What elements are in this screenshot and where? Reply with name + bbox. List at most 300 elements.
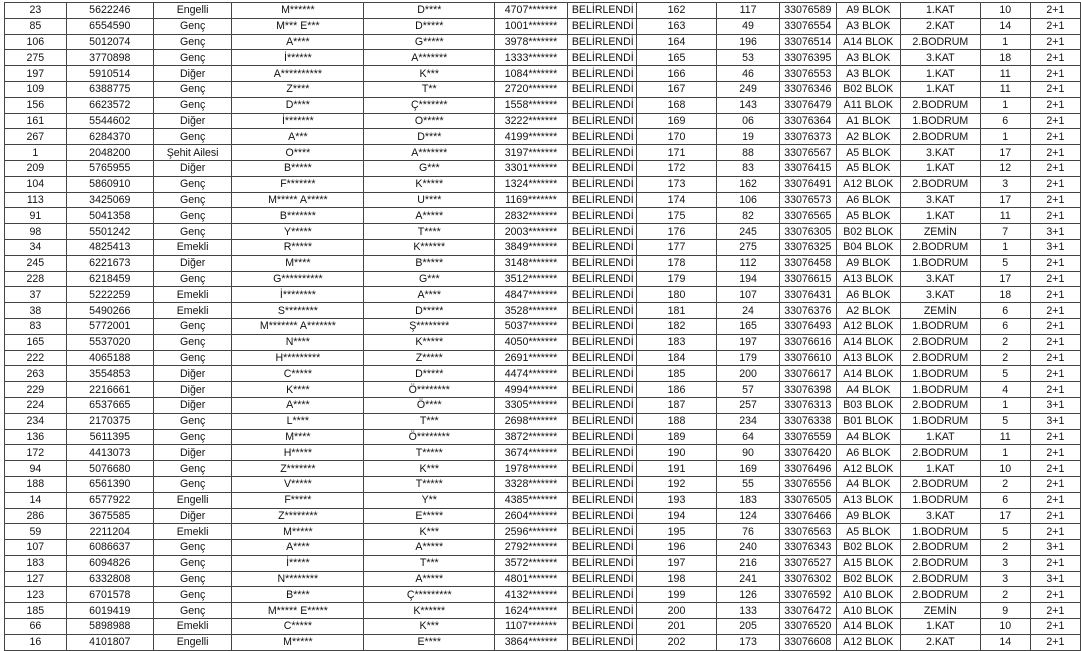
cell-ada-parsel: 33076313	[779, 397, 836, 413]
cell-kat: 1.BODRUM	[900, 524, 980, 540]
cell-kat: 2.BODRUM	[900, 555, 980, 571]
cell-ad: N****	[232, 334, 364, 350]
table-row	[5, 492, 1081, 508]
cell-tc: 4847*******	[495, 287, 568, 303]
cell-ada-parsel: 33076553	[779, 66, 836, 82]
cell-tc: 3148*******	[495, 255, 568, 271]
cell-kat: 1.KAT	[900, 461, 980, 477]
cell-ada-parsel: 33076608	[779, 634, 836, 650]
cell-sira: 98	[5, 224, 67, 240]
cell-basvuru-no: 5544602	[66, 113, 153, 129]
cell-kura-sira: 179	[636, 271, 717, 287]
cell-soyad: K***	[364, 524, 495, 540]
cell-kura-sira: 185	[636, 366, 717, 382]
cell-blok: A12 BLOK	[836, 461, 900, 477]
cell-ada-parsel: 33076556	[779, 476, 836, 492]
cell-kategori: Genç	[153, 571, 231, 587]
cell-durum: BELİRLENDİ	[567, 145, 636, 161]
cell-basvuru-no: 6221673	[66, 255, 153, 271]
cell-ada-parsel: 33076398	[779, 382, 836, 398]
cell-kategori: Genç	[153, 555, 231, 571]
cell-soyad: G*****	[364, 34, 495, 50]
cell-ada-parsel: 33076305	[779, 224, 836, 240]
cell-tip: 2+1	[1030, 50, 1080, 66]
cell-ad: M****	[232, 429, 364, 445]
cell-kategori: Genç	[153, 603, 231, 619]
cell-ada-parsel: 33076589	[779, 3, 836, 19]
cell-durum: BELİRLENDİ	[567, 350, 636, 366]
cell-tip: 3+1	[1030, 571, 1080, 587]
cell-basvuru-no: 5611395	[66, 429, 153, 445]
cell-kura-sira: 192	[636, 476, 717, 492]
cell-kura-sira: 175	[636, 208, 717, 224]
cell-ada-parsel: 33076493	[779, 318, 836, 334]
cell-kat: 3.KAT	[900, 192, 980, 208]
cell-basvuru-no: 5898988	[66, 619, 153, 635]
cell-basvuru-no: 3770898	[66, 50, 153, 66]
cell-kat: 1.BODRUM	[900, 366, 980, 382]
cell-kat: 2.KAT	[900, 634, 980, 650]
cell-ada-parsel: 33076364	[779, 113, 836, 129]
cell-ada-parsel: 33076431	[779, 287, 836, 303]
cell-tc: 4474*******	[495, 366, 568, 382]
cell-daire: 14	[980, 634, 1030, 650]
cell-konut-no: 257	[717, 397, 780, 413]
cell-ad: Z********	[232, 508, 364, 524]
cell-kategori: Diğer	[153, 255, 231, 271]
cell-tc: 2720*******	[495, 81, 568, 97]
cell-basvuru-no: 4825413	[66, 239, 153, 255]
cell-soyad: D*****	[364, 366, 495, 382]
cell-basvuru-no: 4413073	[66, 445, 153, 461]
cell-daire: 4	[980, 382, 1030, 398]
cell-konut-no: 165	[717, 318, 780, 334]
cell-kat: 2.BODRUM	[900, 476, 980, 492]
cell-blok: A9 BLOK	[836, 508, 900, 524]
cell-daire: 3	[980, 176, 1030, 192]
cell-daire: 9	[980, 603, 1030, 619]
cell-basvuru-no: 5622246	[66, 3, 153, 19]
table-body	[5, 3, 1081, 651]
cell-kategori: Engelli	[153, 634, 231, 650]
cell-kura-sira: 190	[636, 445, 717, 461]
cell-durum: BELİRLENDİ	[567, 224, 636, 240]
cell-tip: 2+1	[1030, 318, 1080, 334]
table-row	[5, 350, 1081, 366]
table-row	[5, 571, 1081, 587]
cell-tc: 1107*******	[495, 619, 568, 635]
table-row	[5, 524, 1081, 540]
cell-tip: 2+1	[1030, 66, 1080, 82]
cell-tc: 3872*******	[495, 429, 568, 445]
cell-ada-parsel: 33076615	[779, 271, 836, 287]
cell-blok: A10 BLOK	[836, 603, 900, 619]
cell-basvuru-no: 2048200	[66, 145, 153, 161]
cell-basvuru-no: 6577922	[66, 492, 153, 508]
cell-blok: B02 BLOK	[836, 81, 900, 97]
cell-daire: 10	[980, 3, 1030, 19]
cell-durum: BELİRLENDİ	[567, 461, 636, 477]
cell-kategori: Genç	[153, 429, 231, 445]
cell-basvuru-no: 2216661	[66, 382, 153, 398]
table-row	[5, 334, 1081, 350]
cell-kura-sira: 196	[636, 540, 717, 556]
cell-basvuru-no: 3675585	[66, 508, 153, 524]
cell-soyad: Ö****	[364, 397, 495, 413]
cell-konut-no: 241	[717, 571, 780, 587]
cell-durum: BELİRLENDİ	[567, 397, 636, 413]
table-row	[5, 176, 1081, 192]
cell-blok: A3 BLOK	[836, 66, 900, 82]
cell-ad: M***** E*****	[232, 603, 364, 619]
cell-konut-no: 88	[717, 145, 780, 161]
cell-kura-sira: 201	[636, 619, 717, 635]
cell-tc: 3572*******	[495, 555, 568, 571]
cell-ad: C*****	[232, 619, 364, 635]
cell-kat: 2.BODRUM	[900, 540, 980, 556]
cell-daire: 17	[980, 508, 1030, 524]
cell-soyad: B*****	[364, 255, 495, 271]
cell-sira: 209	[5, 160, 67, 176]
cell-sira: 109	[5, 81, 67, 97]
cell-ad: H*********	[232, 350, 364, 366]
cell-daire: 3	[980, 555, 1030, 571]
cell-kat: 1.KAT	[900, 3, 980, 19]
table-row	[5, 97, 1081, 113]
cell-durum: BELİRLENDİ	[567, 50, 636, 66]
table-row	[5, 239, 1081, 255]
cell-kategori: Genç	[153, 587, 231, 603]
cell-tc: 2691*******	[495, 350, 568, 366]
cell-basvuru-no: 5041358	[66, 208, 153, 224]
cell-tip: 2+1	[1030, 492, 1080, 508]
cell-blok: A12 BLOK	[836, 176, 900, 192]
cell-ada-parsel: 33076505	[779, 492, 836, 508]
cell-kat: 1.BODRUM	[900, 492, 980, 508]
cell-blok: A10 BLOK	[836, 587, 900, 603]
cell-tip: 2+1	[1030, 18, 1080, 34]
cell-basvuru-no: 5860910	[66, 176, 153, 192]
cell-soyad: T****	[364, 224, 495, 240]
cell-tip: 3+1	[1030, 413, 1080, 429]
cell-tip: 2+1	[1030, 176, 1080, 192]
cell-soyad: Ç*******	[364, 97, 495, 113]
cell-ad: İ*****	[232, 555, 364, 571]
cell-kategori: Genç	[153, 318, 231, 334]
cell-kura-sira: 191	[636, 461, 717, 477]
cell-tip: 2+1	[1030, 350, 1080, 366]
cell-soyad: Ş********	[364, 318, 495, 334]
cell-kategori: Diğer	[153, 160, 231, 176]
cell-durum: BELİRLENDİ	[567, 81, 636, 97]
cell-tc: 3305*******	[495, 397, 568, 413]
cell-soyad: K******	[364, 239, 495, 255]
table-row	[5, 145, 1081, 161]
cell-sira: 37	[5, 287, 67, 303]
cell-basvuru-no: 6094826	[66, 555, 153, 571]
cell-kura-sira: 165	[636, 50, 717, 66]
cell-ada-parsel: 33076325	[779, 239, 836, 255]
cell-durum: BELİRLENDİ	[567, 476, 636, 492]
cell-tc: 1333*******	[495, 50, 568, 66]
cell-soyad: A*****	[364, 540, 495, 556]
cell-basvuru-no: 5012074	[66, 34, 153, 50]
cell-kategori: Şehit Ailesi	[153, 145, 231, 161]
cell-tc: 4199*******	[495, 129, 568, 145]
cell-sira: 165	[5, 334, 67, 350]
cell-kat: 3.KAT	[900, 271, 980, 287]
cell-durum: BELİRLENDİ	[567, 619, 636, 635]
cell-blok: A4 BLOK	[836, 382, 900, 398]
table-row	[5, 445, 1081, 461]
table-row	[5, 555, 1081, 571]
cell-blok: A5 BLOK	[836, 208, 900, 224]
cell-blok: A5 BLOK	[836, 145, 900, 161]
cell-tip: 2+1	[1030, 334, 1080, 350]
cell-ad: O****	[232, 145, 364, 161]
cell-kat: 1.KAT	[900, 429, 980, 445]
cell-sira: 38	[5, 303, 67, 319]
cell-ada-parsel: 33076563	[779, 524, 836, 540]
cell-kat: 1.KAT	[900, 66, 980, 82]
cell-kategori: Diğer	[153, 113, 231, 129]
cell-tc: 3197*******	[495, 145, 568, 161]
cell-tip: 2+1	[1030, 508, 1080, 524]
table-row	[5, 303, 1081, 319]
cell-sira: 222	[5, 350, 67, 366]
cell-blok: B02 BLOK	[836, 571, 900, 587]
cell-tip: 2+1	[1030, 287, 1080, 303]
cell-basvuru-no: 5076680	[66, 461, 153, 477]
cell-tc: 3849*******	[495, 239, 568, 255]
cell-daire: 6	[980, 492, 1030, 508]
cell-blok: A13 BLOK	[836, 271, 900, 287]
cell-durum: BELİRLENDİ	[567, 587, 636, 603]
cell-blok: A3 BLOK	[836, 18, 900, 34]
cell-sira: 66	[5, 619, 67, 635]
cell-ad: S********	[232, 303, 364, 319]
cell-konut-no: 90	[717, 445, 780, 461]
cell-kategori: Genç	[153, 334, 231, 350]
cell-tc: 3528*******	[495, 303, 568, 319]
table-row	[5, 113, 1081, 129]
cell-kategori: Genç	[153, 81, 231, 97]
cell-soyad: K*****	[364, 334, 495, 350]
cell-sira: 107	[5, 540, 67, 556]
cell-kura-sira: 195	[636, 524, 717, 540]
table-row	[5, 160, 1081, 176]
cell-blok: B02 BLOK	[836, 540, 900, 556]
cell-daire: 5	[980, 413, 1030, 429]
cell-ad: F*****	[232, 492, 364, 508]
cell-daire: 2	[980, 476, 1030, 492]
cell-tip: 3+1	[1030, 239, 1080, 255]
cell-durum: BELİRLENDİ	[567, 571, 636, 587]
cell-ada-parsel: 33076520	[779, 619, 836, 635]
cell-soyad: K******	[364, 603, 495, 619]
cell-ada-parsel: 33076573	[779, 192, 836, 208]
cell-kat: ZEMİN	[900, 224, 980, 240]
cell-kategori: Emekli	[153, 524, 231, 540]
cell-durum: BELİRLENDİ	[567, 366, 636, 382]
cell-blok: A5 BLOK	[836, 160, 900, 176]
cell-kat: 2.BODRUM	[900, 445, 980, 461]
cell-blok: A9 BLOK	[836, 255, 900, 271]
cell-basvuru-no: 4065188	[66, 350, 153, 366]
cell-ad: N********	[232, 571, 364, 587]
cell-soyad: T***	[364, 413, 495, 429]
cell-tc: 4132*******	[495, 587, 568, 603]
cell-tip: 2+1	[1030, 634, 1080, 650]
cell-kat: 1.BODRUM	[900, 113, 980, 129]
cell-kat: 2.BODRUM	[900, 97, 980, 113]
cell-ada-parsel: 33076565	[779, 208, 836, 224]
table-row	[5, 271, 1081, 287]
cell-blok: A1 BLOK	[836, 113, 900, 129]
cell-kura-sira: 194	[636, 508, 717, 524]
cell-durum: BELİRLENDİ	[567, 34, 636, 50]
cell-kategori: Genç	[153, 224, 231, 240]
cell-basvuru-no: 2170375	[66, 413, 153, 429]
cell-konut-no: 173	[717, 634, 780, 650]
cell-daire: 11	[980, 66, 1030, 82]
cell-kategori: Diğer	[153, 382, 231, 398]
cell-kategori: Diğer	[153, 445, 231, 461]
cell-sira: 156	[5, 97, 67, 113]
cell-kat: 3.KAT	[900, 508, 980, 524]
cell-sira: 1	[5, 145, 67, 161]
cell-kategori: Genç	[153, 540, 231, 556]
cell-kategori: Genç	[153, 461, 231, 477]
cell-ada-parsel: 33076472	[779, 603, 836, 619]
cell-ada-parsel: 33076302	[779, 571, 836, 587]
table-row	[5, 619, 1081, 635]
cell-daire: 2	[980, 334, 1030, 350]
table-row	[5, 540, 1081, 556]
cell-sira: 14	[5, 492, 67, 508]
cell-sira: 286	[5, 508, 67, 524]
cell-basvuru-no: 4101807	[66, 634, 153, 650]
table-row	[5, 129, 1081, 145]
cell-tc: 3301*******	[495, 160, 568, 176]
cell-kura-sira: 188	[636, 413, 717, 429]
cell-ad: R*****	[232, 239, 364, 255]
cell-ad: A**********	[232, 66, 364, 82]
cell-kategori: Emekli	[153, 619, 231, 635]
cell-tip: 2+1	[1030, 429, 1080, 445]
cell-konut-no: 194	[717, 271, 780, 287]
cell-daire: 1	[980, 34, 1030, 50]
table-row	[5, 476, 1081, 492]
cell-tc: 1978*******	[495, 461, 568, 477]
cell-daire: 2	[980, 540, 1030, 556]
table-row	[5, 18, 1081, 34]
cell-konut-no: 64	[717, 429, 780, 445]
cell-soyad: A****	[364, 287, 495, 303]
cell-kura-sira: 163	[636, 18, 717, 34]
cell-durum: BELİRLENDİ	[567, 492, 636, 508]
cell-kategori: Diğer	[153, 366, 231, 382]
cell-tc: 2792*******	[495, 540, 568, 556]
cell-ad: A****	[232, 540, 364, 556]
cell-ad: L****	[232, 413, 364, 429]
cell-kategori: Emekli	[153, 239, 231, 255]
cell-konut-no: 24	[717, 303, 780, 319]
cell-kura-sira: 189	[636, 429, 717, 445]
cell-konut-no: 200	[717, 366, 780, 382]
table-row	[5, 587, 1081, 603]
cell-soyad: K*****	[364, 176, 495, 192]
cell-durum: BELİRLENDİ	[567, 540, 636, 556]
cell-kura-sira: 197	[636, 555, 717, 571]
cell-kura-sira: 184	[636, 350, 717, 366]
cell-blok: B01 BLOK	[836, 413, 900, 429]
cell-kategori: Emekli	[153, 303, 231, 319]
cell-konut-no: 46	[717, 66, 780, 82]
cell-daire: 6	[980, 113, 1030, 129]
cell-konut-no: 183	[717, 492, 780, 508]
cell-konut-no: 112	[717, 255, 780, 271]
cell-soyad: A*******	[364, 145, 495, 161]
cell-durum: BELİRLENDİ	[567, 445, 636, 461]
cell-sira: 91	[5, 208, 67, 224]
cell-tc: 1001*******	[495, 18, 568, 34]
cell-konut-no: 49	[717, 18, 780, 34]
cell-tc: 1084*******	[495, 66, 568, 82]
cell-tip: 3+1	[1030, 540, 1080, 556]
cell-daire: 1	[980, 239, 1030, 255]
cell-ad: K****	[232, 382, 364, 398]
table-row	[5, 287, 1081, 303]
allocation-results-table	[4, 2, 1081, 651]
cell-tip: 2+1	[1030, 271, 1080, 287]
cell-daire: 17	[980, 271, 1030, 287]
cell-basvuru-no: 6086637	[66, 540, 153, 556]
cell-sira: 275	[5, 50, 67, 66]
cell-sira: 113	[5, 192, 67, 208]
cell-kategori: Genç	[153, 476, 231, 492]
cell-basvuru-no: 3554853	[66, 366, 153, 382]
cell-durum: BELİRLENDİ	[567, 634, 636, 650]
cell-durum: BELİRLENDİ	[567, 113, 636, 129]
cell-soyad: E*****	[364, 508, 495, 524]
cell-tip: 2+1	[1030, 34, 1080, 50]
cell-daire: 14	[980, 18, 1030, 34]
cell-konut-no: 57	[717, 382, 780, 398]
cell-kat: 1.KAT	[900, 619, 980, 635]
cell-kura-sira: 181	[636, 303, 717, 319]
cell-kategori: Genç	[153, 129, 231, 145]
cell-basvuru-no: 2211204	[66, 524, 153, 540]
cell-basvuru-no: 6218459	[66, 271, 153, 287]
cell-basvuru-no: 6554590	[66, 18, 153, 34]
cell-soyad: T*****	[364, 476, 495, 492]
cell-kat: 2.BODRUM	[900, 350, 980, 366]
cell-ad: G**********	[232, 271, 364, 287]
cell-kura-sira: 169	[636, 113, 717, 129]
cell-ad: Y*****	[232, 224, 364, 240]
cell-sira: 229	[5, 382, 67, 398]
cell-basvuru-no: 5910514	[66, 66, 153, 82]
cell-ada-parsel: 33076346	[779, 81, 836, 97]
cell-durum: BELİRLENDİ	[567, 555, 636, 571]
cell-ad: C*****	[232, 366, 364, 382]
cell-ad: M*** E***	[232, 18, 364, 34]
cell-tc: 5037*******	[495, 318, 568, 334]
cell-daire: 10	[980, 619, 1030, 635]
cell-tip: 2+1	[1030, 445, 1080, 461]
cell-kura-sira: 174	[636, 192, 717, 208]
